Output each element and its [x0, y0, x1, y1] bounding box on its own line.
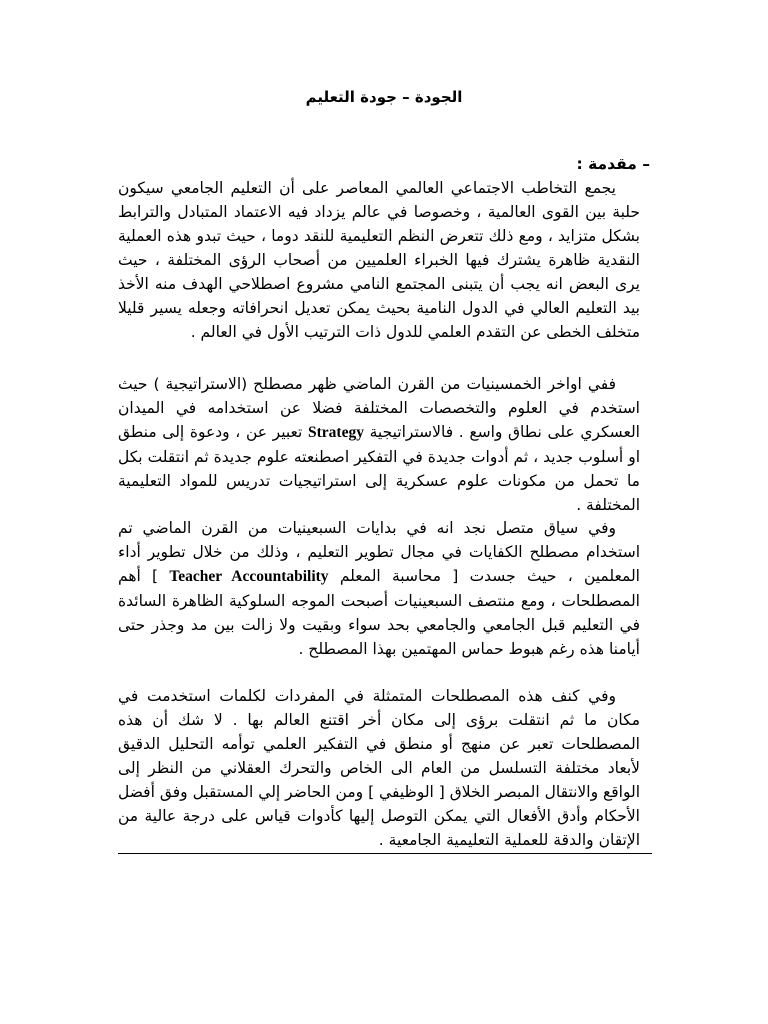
- paragraph-4: [118, 684, 640, 852]
- paragraph-3-text: وفي سياق متصل نجد انه في بدايات السبعينيات من القرن الماضي تم استخدام مصطلح الكفايات في مجال تطوير التعليم ، وذلك من خلال تطوير أداء المعلمين ، حيث جسدت [ محاسبة المعلم: [118, 519, 640, 585]
- section-label: – مقدمة :: [576, 155, 650, 173]
- paragraph-1-text: يجمع التخاطب الاجتماعي العالمي المعاصر على أن التعليم الجامعي سيكون حلبة بين القوى العالمية ، وخصوصا في عالم يزداد فيه الاعتماد المتبادل والترابط بشكل متزايد ، ومع ذلك تتعرض النظم التعليمية للنقد دوما ، حيث تبدو هذه العملية النقدية ظاهرة يشترك فيها الخبراء العلميين من أصحاب الرؤى المختلفة ، حيث يرى البعض انه يجب أن يتبنى المجتمع النامي مشروع اصطلاحي الهدف منه الأخذ بيد التعليم العالي في الدول النامية بحيث يمكن تعديل انحرافاته وجعله يسير قليلا متخلف الخطى عن التقدم العلمي للدول ذات الترتيب الأول في العالم .: [118, 179, 640, 341]
- page-title: الجودة – جودة التعليم: [305, 88, 463, 106]
- paragraph-2-rest: تعبير عن ، ودعوة إلى منطق او أسلوب جديد ، ثم أدوات جديدة في التفكير اصطنعته علوم جديدة ثم انتقلت بكل ما تحمل من مكونات علوم عسكرية إلى استراتيجيات تدريس للمواد التعليمية المختلفة .: [118, 423, 640, 514]
- paragraph-3: [118, 516, 640, 661]
- paragraph-2: [118, 372, 640, 517]
- paragraph-3-term: Teacher Accountability: [169, 568, 329, 585]
- paragraph-2-term: Strategy: [308, 424, 364, 441]
- paragraph-1: [118, 176, 640, 344]
- paragraph-3-rest: ] أهم المصطلحات ، ومع منتصف السبعينيات أصبحت الموجه السلوكية الظاهرة السائدة في التعليم قبل الجامعي والجامعي بحد سواء وبقيت ولا زالت بين مد وجذر حتى أيامنا هذه رغم هبوط حماس المهتمين بهذا المصطلح .: [118, 567, 640, 658]
- paragraph-4-text: وفي كنف هذه المصطلحات المتمثلة في المفردات لكلمات استخدمت في مكان ما ثم انتقلت برؤى إلى مكان أخر اقتنع العالم بها . لا شك أن هذه المصطلحات تعبر عن منهج أو منطق في التفكير العلمي توأمه التحليل الدقيق لأبعاد مختلفة التسلسل من العام الى الخاص والتحرك العقلاني من النظر إلى الواقع والانتقال المبصر الخلاق [ الوظيفي ] ومن الحاضر إلي المستقبل وفق أفضل الأحكام وأدق الأفعال التي يمكن التوصل إليها كأدوات قياس على درجة عالية من الإتقان والدقة للعملية التعليمية الجامعية .: [118, 687, 640, 849]
- horizontal-rule: [118, 853, 652, 854]
- paragraph-2-text: ففي اواخر الخمسينيات من القرن الماضي ظهر مصطلح (الاستراتيجية ) حيث استخدم في العلوم والتخصصات المختلفة فضلا عن استخدامه في الميدان العسكري على نطاق واسع . فالاستراتيجية: [118, 375, 640, 441]
